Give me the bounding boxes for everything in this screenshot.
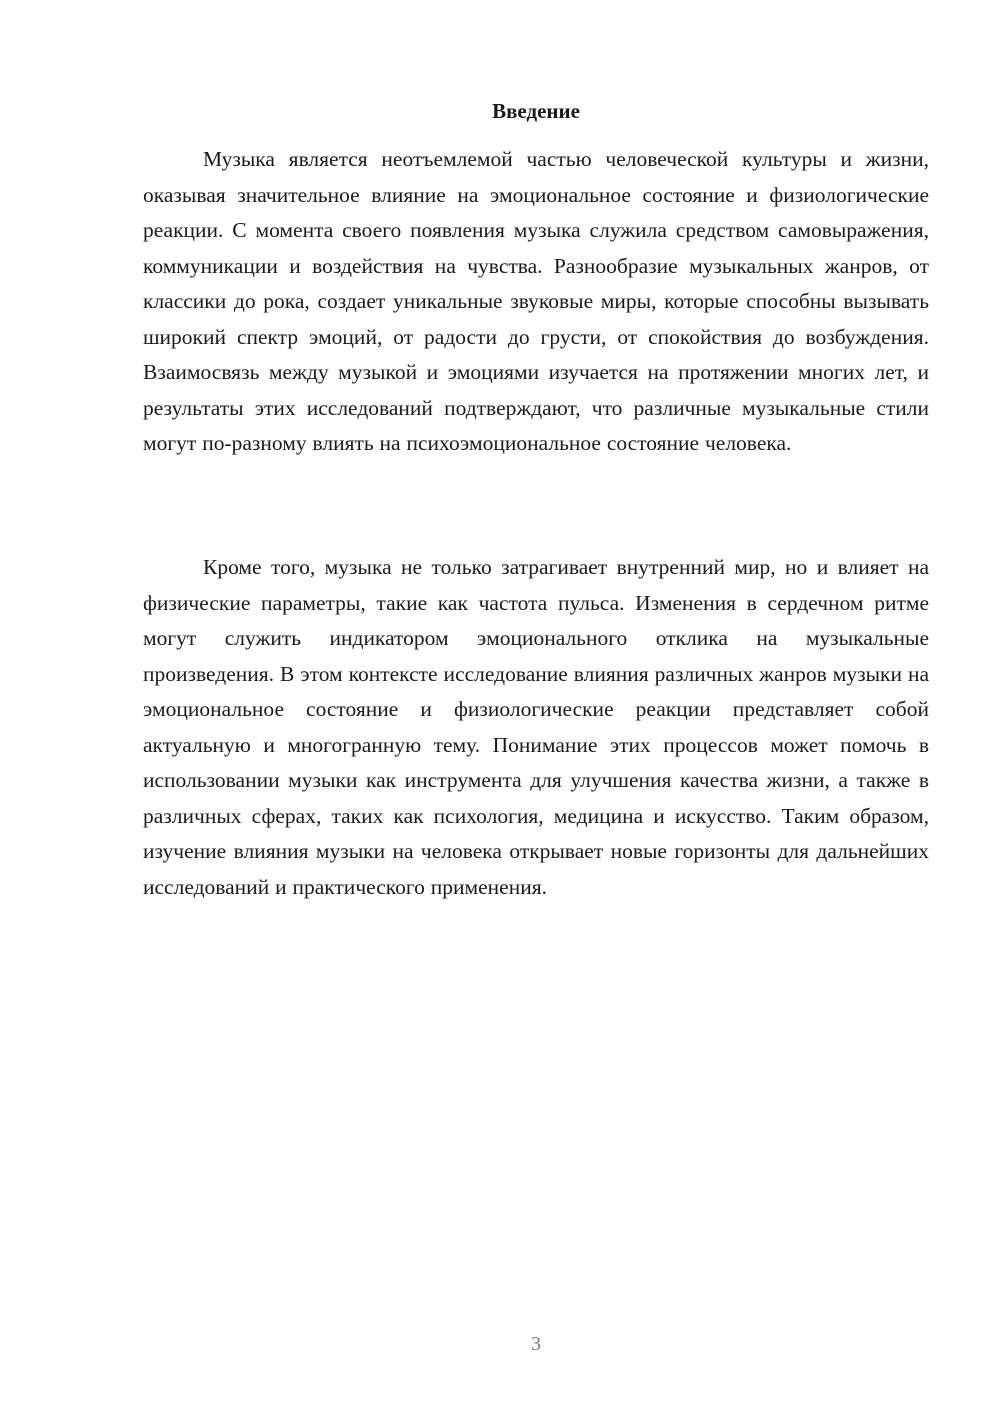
section-heading: Введение bbox=[492, 99, 580, 123]
paragraph-second: Кроме того, музыка не только затрагивает внутренний мир, но и влияет на физические параметры, такие как частота пульса. Изменения в сердечном ритме могут служить индикатором эмоционального отклика на музыкальные произведения. В этом контексте исследование влияния различных жанров музыки на эмоциональное состояние и физиологические реакции представляет собой актуальную и многогранную тему. Понимание этих процессов может помочь в использовании музыки как инструмента для улучшения качества жизни, а также в различных сферах, таких как психология, медицина и искусство. Таким образом, изучение влияния музыки на человека открывает новые горизонты для дальнейших исследований и практического применения. bbox=[143, 555, 929, 899]
paragraph-intro: Музыка является неотъемлемой частью человеческой культуры и жизни, оказывая значительное влияние на эмоциональное состояние и физиологические реакции. С момента своего появления музыка служила средством самовыражения, коммуникации и воздействия на чувства. Разнообразие музыкальных жанров, от классики до рока, создает уникальные звуковые миры, которые способны вызывать широкий спектр эмоций, от радости до грусти, от спокойствия до возбуждения. Взаимосвязь между музыкой и эмоциями изучается на протяжении многих лет, и результаты этих исследований подтверждают, что различные музыкальные стили могут по-разному влиять на психоэмоциональное состояние человека. bbox=[143, 147, 929, 455]
page-number: 3 bbox=[531, 1333, 541, 1355]
